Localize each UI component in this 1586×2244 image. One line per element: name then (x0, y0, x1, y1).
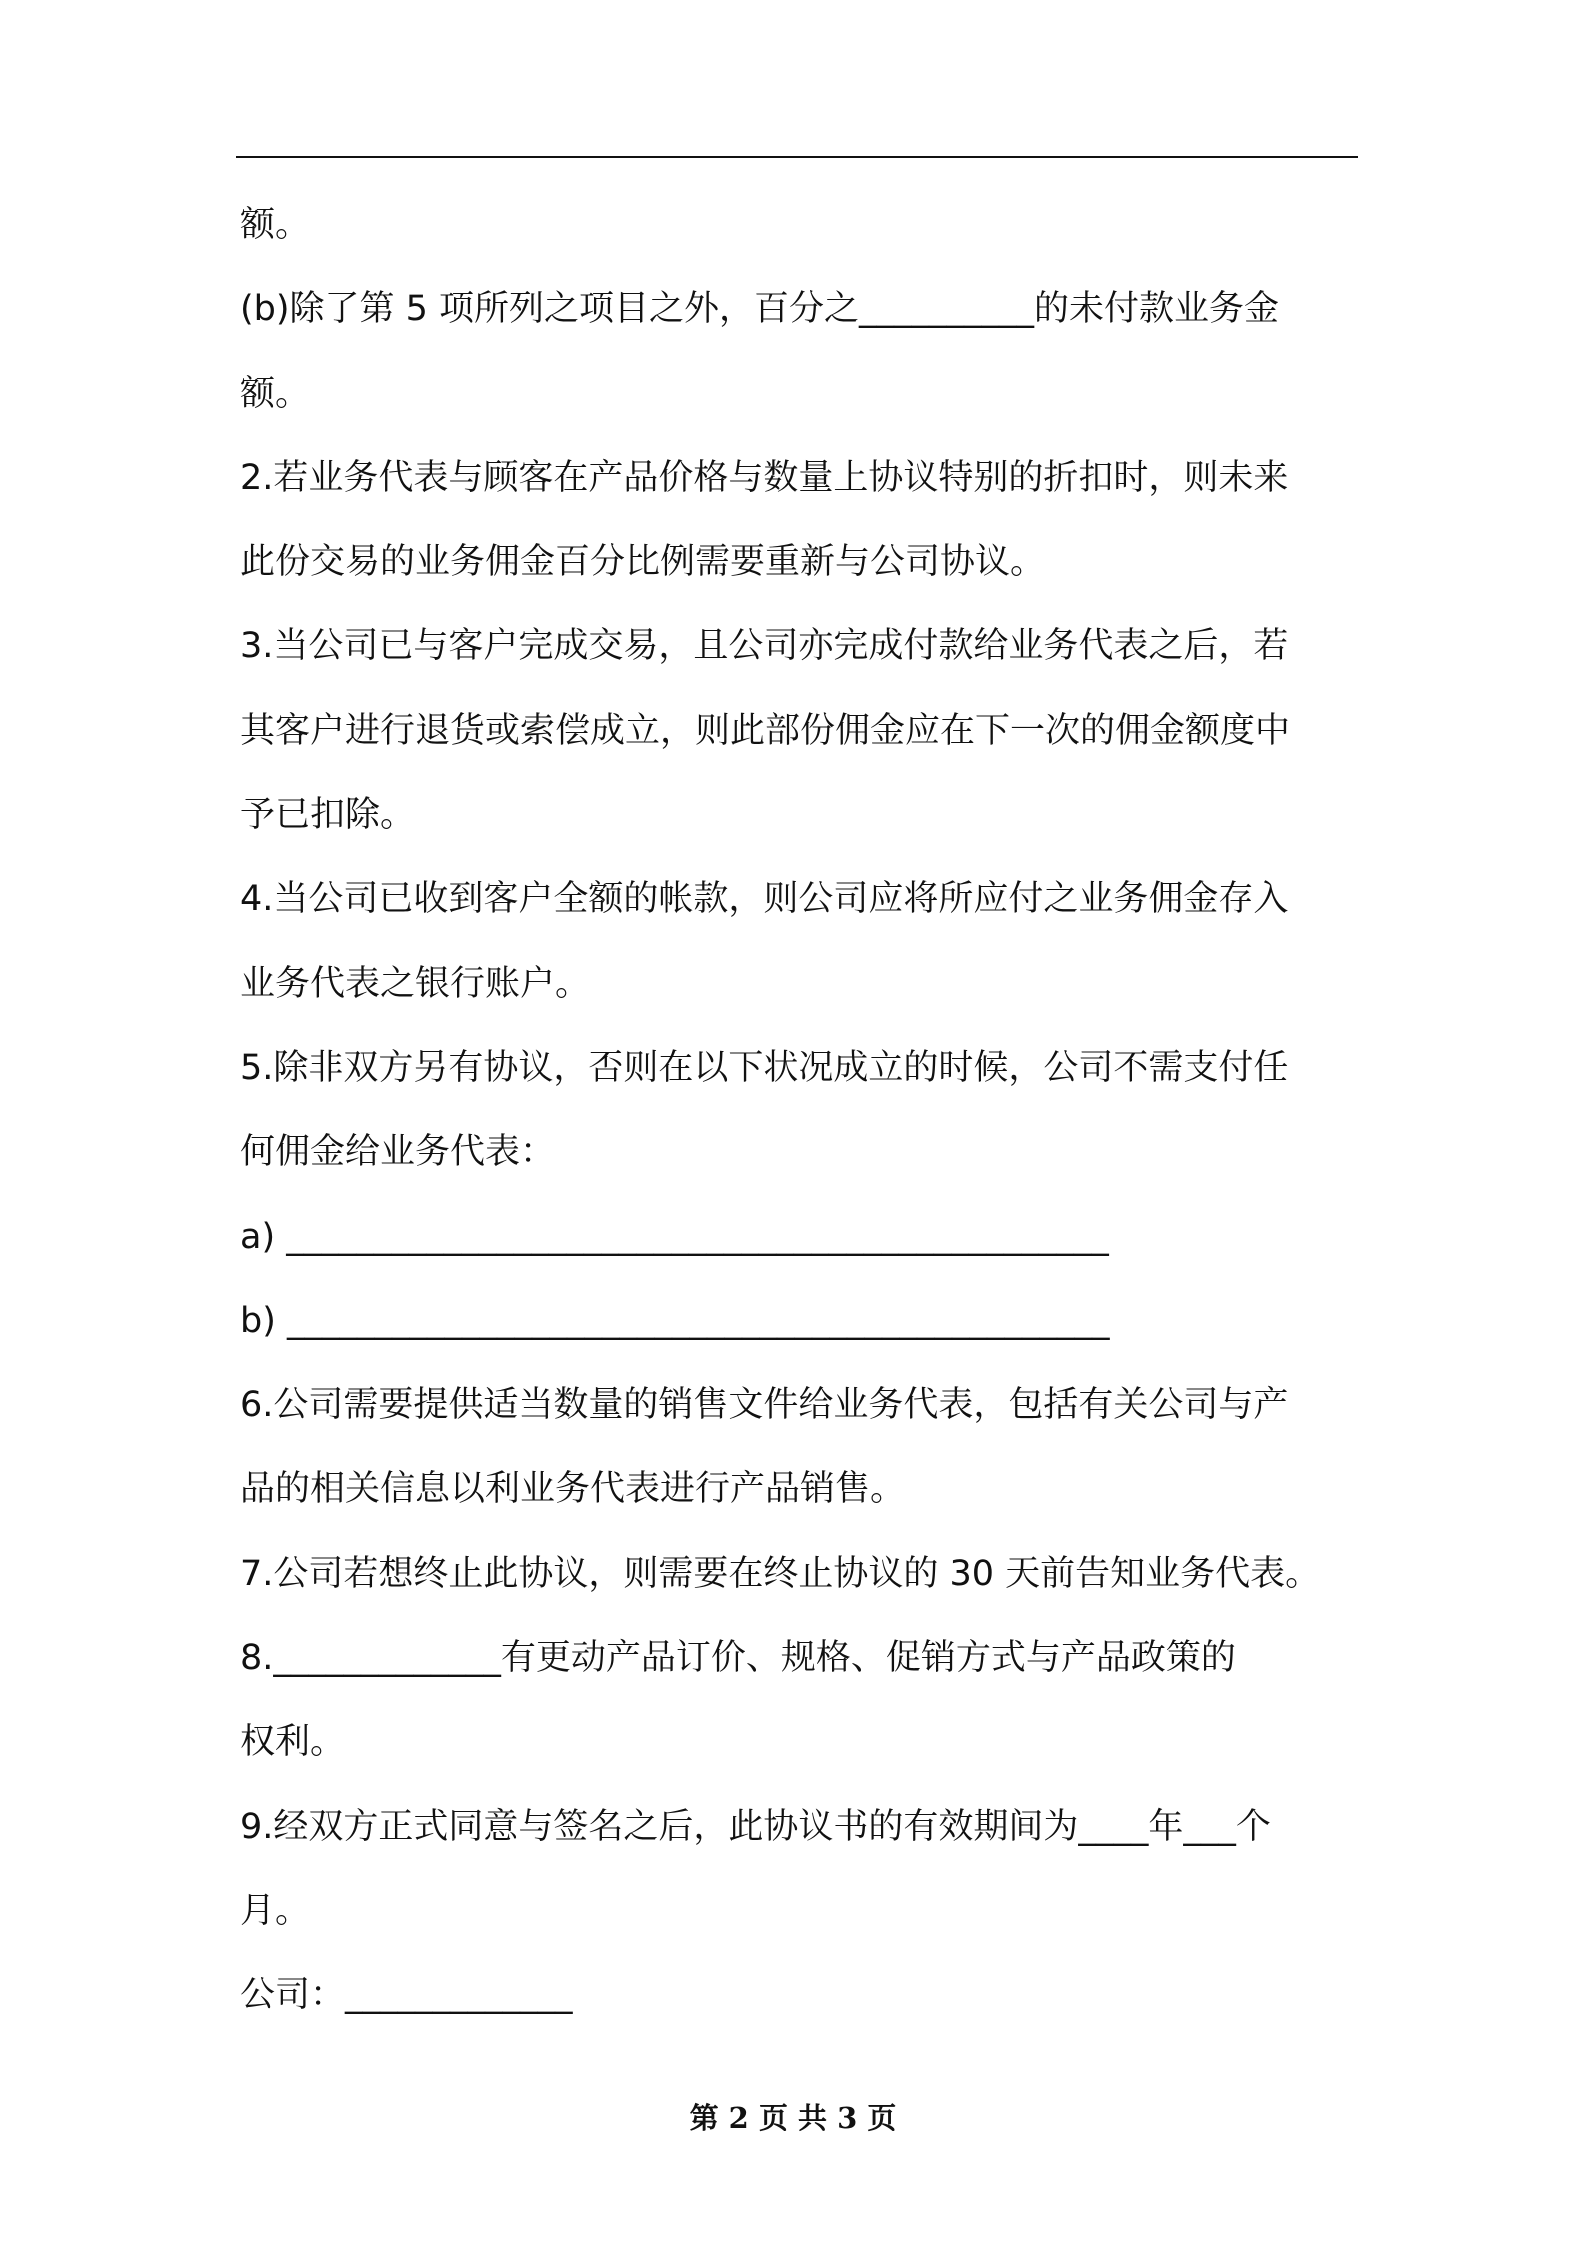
text-line: 月。 (240, 1890, 311, 1931)
text-line: a) _______________________________________________ (240, 1216, 1109, 1257)
page-number-footer: 第 2 页 共 3 页 (689, 2101, 897, 2135)
text-line: 4.当公司已收到客户全额的帐款，则公司应将所应付之业务佣金存入 (240, 879, 1289, 920)
text-line: 额。 (240, 205, 311, 245)
text-line: 2.若业务代表与顾客在产品价格与数量上协议特别的折扣时，则未来 (240, 457, 1289, 498)
text-line: 8._____________有更动产品订价、规格、促销方式与产品政策的 (240, 1638, 1236, 1679)
text-line: 业务代表之银行账户。 (240, 963, 591, 1004)
text-line: 公司：_____________ (240, 1975, 573, 2016)
text-line: 3.当公司已与客户完成交易，且公司亦完成付款给业务代表之后，若 (240, 626, 1289, 667)
text-line: b) _______________________________________________ (240, 1300, 1110, 1341)
text-line: 予已扣除。 (240, 795, 416, 836)
text-line: 9.经双方正式同意与签名之后，此协议书的有效期间为____年___个 (240, 1806, 1271, 1847)
header-rule (236, 156, 1358, 158)
text-line: 品的相关信息以利业务代表进行产品销售。 (240, 1469, 906, 1510)
text-line: 额。 (240, 373, 311, 414)
text-line: 何佣金给业务代表： (240, 1132, 556, 1173)
text-line: (b)除了第 5 项所列之项目之外，百分之__________的未付款业务金 (240, 289, 1280, 330)
document-body (240, 183, 1370, 2038)
text-line: 7.公司若想终止此协议，则需要在终止协议的 30 天前告知业务代表。 (240, 1553, 1321, 1594)
text-line: 其客户进行退货或索偿成立，则此部份佣金应在下一次的佣金额度中 (240, 710, 1291, 751)
text-line: 6.公司需要提供适当数量的销售文件给业务代表，包括有关公司与产 (240, 1385, 1289, 1426)
text-line: 此份交易的业务佣金百分比例需要重新与公司协议。 (240, 542, 1046, 583)
text-line: 5.除非双方另有协议，否则在以下状况成立的时候，公司不需支付任 (240, 1047, 1289, 1088)
text-line: 权利。 (240, 1722, 346, 1763)
